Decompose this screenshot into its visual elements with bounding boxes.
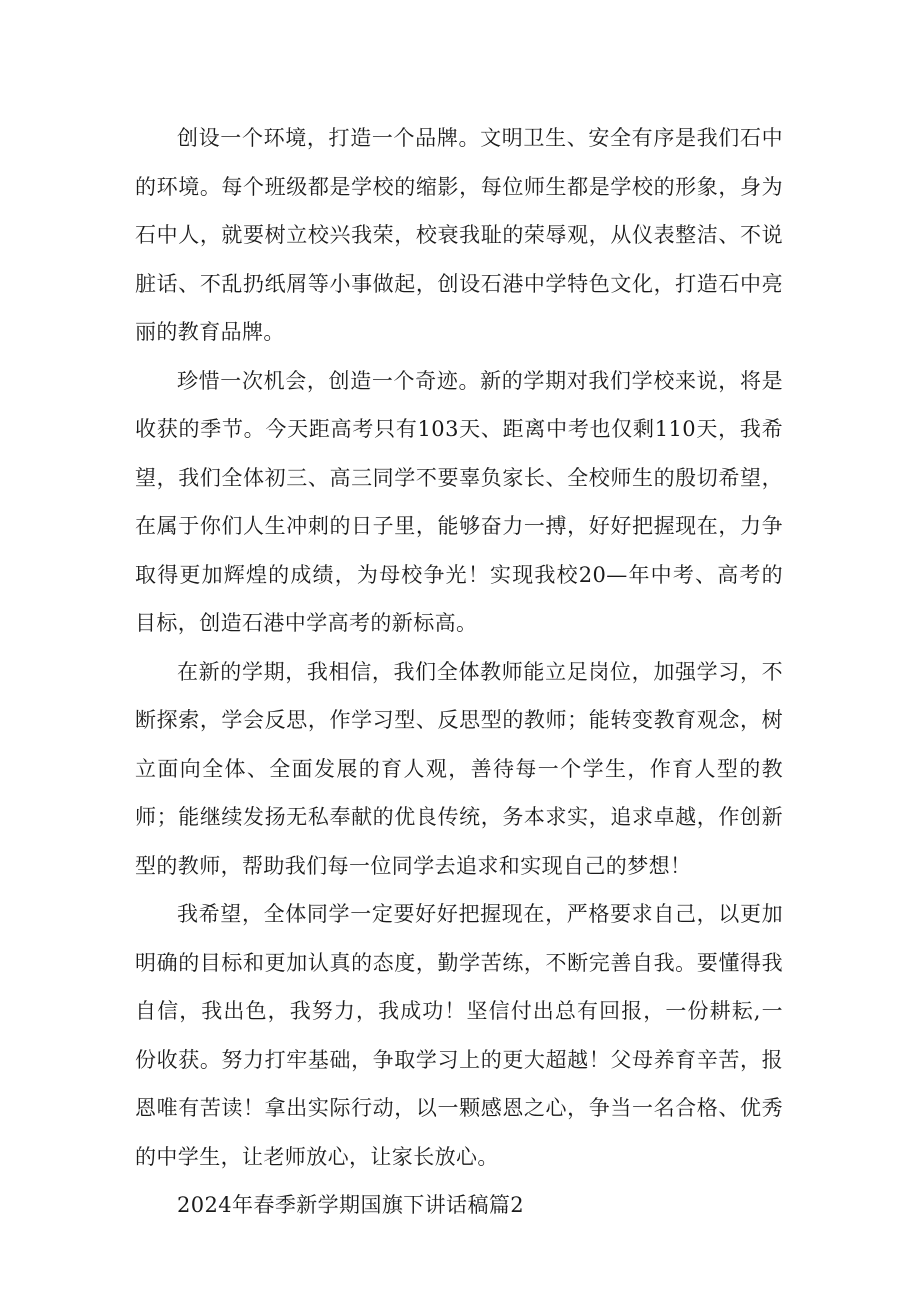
paragraph-cherish-opportunity: 珍惜一次机会，创造一个奇迹。新的学期对我们学校来说，将是收获的季节。今天距高考只有103天、距离中考也仅剩110天，我希望，我们全体初三、高三同学不要辜负家长、全校师生的殷切希望，在属于你们人生冲刺的日子里，能够奋力一搏，好好把握现在，力争取得更加辉煌的成绩，为母校争光！实现我校20—年中考、高考的目标，创造石港中学高考的新标高。 [135,368,783,635]
paragraph-environment-brand: 创设一个环境，打造一个品牌。文明卫生、安全有序是我们石中的环境。每个班级都是学校的缩影，每位师生都是学校的形象，身为石中人，就要树立校兴我荣，校衰我耻的荣辱观，从仪表整洁、不说脏话、不乱扔纸屑等小事做起，创设石港中学特色文化，打造石中亮丽的教育品牌。 [135,126,783,344]
paragraph-teachers-hope: 在新的学期，我相信，我们全体教师能立足岗位，加强学习，不断探索，学会反思，作学习型、反思型的教师；能转变教育观念，树立面向全体、全面发展的育人观，善待每一个学生，作育人型的教师；能继续发扬无私奉献的优良传统，务本求实，追求卓越，作创新型的教师，帮助我们每一位同学去追求和实现自己的梦想！ [135,659,783,878]
section-title: 2024年春季新学期国旗下讲话稿篇2 [177,1193,525,1217]
document-body [135,114,783,1230]
paragraph-students-hope: 我希望，全体同学一定要好好把握现在，严格要求自己，以更加明确的目标和更加认真的态度，勤学苦练，不断完善自我。要懂得我自信，我出色，我努力，我成功！坚信付出总有回报，一份耕耘,一份收获。努力打牢基础，争取学习上的更大超越！父母养育辛苦，报恩唯有苦读！拿出实际行动，以一颗感恩之心，争当一名合格、优秀的中学生，让老师放心，让家长放心。 [135,902,783,1169]
